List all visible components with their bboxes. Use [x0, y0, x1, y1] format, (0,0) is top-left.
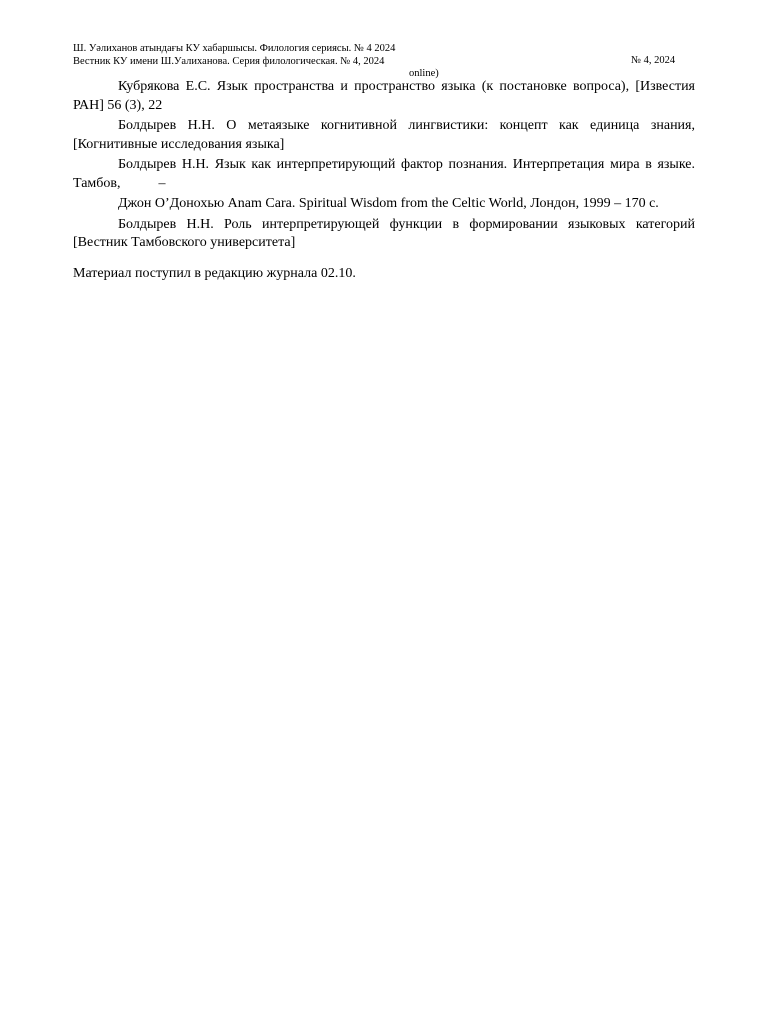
received-date-note: Материал поступил в редакцию журнала 02.10. — [73, 266, 356, 281]
reference-text: Болдырев Н.Н. Язык как интерпретирующий фактор познания. Интерпретация мира в языке. Тамбов, — [73, 157, 695, 191]
header-online-note: online) — [409, 68, 439, 79]
running-header — [73, 42, 695, 82]
header-russian-title: Вестник КУ имени Ш.Уалиханова. Серия филологическая. № 4, 2024 — [73, 56, 385, 67]
header-kazakh-title: Ш. Уәлиханов атындағы КУ хабаршысы. Филология сериясы. № 4 2024 — [73, 43, 396, 54]
reference-dash: – — [158, 175, 166, 191]
reference-item-boldyrev-metalanguage: Болдырев Н.Н. О метаязыке когнитивной лингвистики: концепт как единица знания, [Когнитивные исследования языка] — [73, 118, 695, 152]
reference-item-kubryakova: Кубрякова Е.С. Язык пространства и пространство языка (к постановке вопроса), [Известия РАН] 56 (3), 22 — [73, 79, 695, 113]
reference-list — [73, 78, 695, 255]
reference-item-odonohue: Джон О’Донохью Anam Cara. Spiritual Wisdom from the Celtic World, Лондон, 1999 – 170 с. — [118, 196, 659, 211]
reference-item-boldyrev-interpretive: Болдырев Н.Н. Роль интерпретирующей функции в формировании языковых категорий [Вестник Тамбовского университета] — [73, 216, 695, 250]
header-issue-number: № 4, 2024 — [631, 55, 676, 66]
reference-item-boldyrev-language — [73, 156, 695, 193]
